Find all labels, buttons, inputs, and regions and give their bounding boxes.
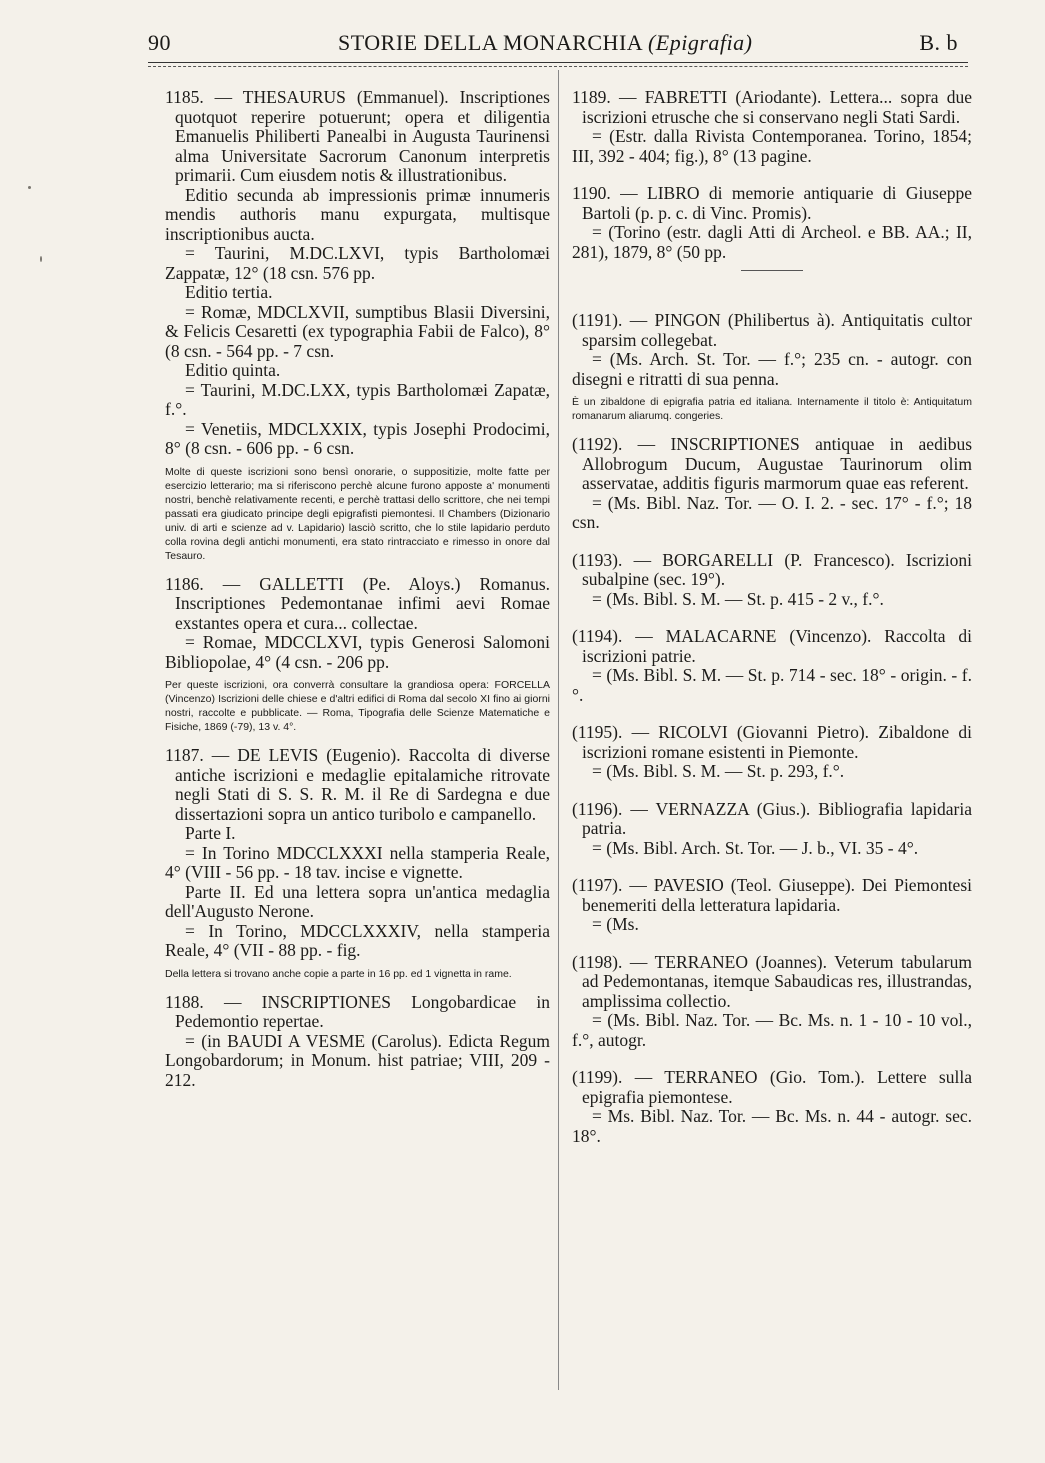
entry-title: (1194). — MALACARNE (Vincenzo). Raccolta di iscrizioni patrie.	[572, 626, 972, 666]
entry-title: 1186. — GALLETTI (Pe. Aloys.) Romanus. Inscriptiones Pedemontanae infimi aevi Romae exstantes opera et cura... collectae.	[165, 573, 550, 633]
entry-imprint: = In Torino, MDCCLXXXIV, nella stamperia Reale, 4° (VII - 88 pp. - fig.	[165, 920, 550, 960]
entry-1197	[572, 876, 972, 935]
entry-title: 1189. — FABRETTI (Ariodante). Lettera... sopra due iscrizioni etrusche che si conservano negli Stati Sardi.	[572, 87, 972, 127]
entry-title: (1191). — PINGON (Philibertus à). Antiquitatis cultor sparsim collegebat.	[572, 310, 972, 350]
entry-imprint: = (Ms. Bibl. Arch. St. Tor. — J. b., VI. 35 - 4°.	[592, 837, 919, 858]
section-rule	[741, 270, 803, 271]
signature-mark: B. b	[919, 30, 958, 55]
running-title-main: STORIE DELLA MONARCHIA	[338, 30, 642, 55]
entry-1199	[572, 1068, 972, 1146]
entry-imprint: = (Ms. Bibl. S. M. — St. p. 714 - sec. 18° - origin. - f.°.	[572, 665, 972, 705]
entry-imprint: = (Ms. Bibl. Naz. Tor. — Bc. Ms. n. 1 - 10 - 10 vol., f.°, autogr.	[572, 1010, 972, 1050]
entry-1188	[165, 993, 550, 1091]
entry-title: (1198). — TERRANEO (Joannes). Veterum tabularum ad Pedemontanas, itemque Sabaudicas res, illustrandas, amplissima collectio.	[572, 951, 972, 1011]
entry-1196	[572, 800, 972, 859]
entry-title: (1197). — PAVESIO (Teol. Giuseppe). Dei Piemontesi benemeriti della letteratura lapidaria.	[572, 875, 972, 915]
right-column	[572, 88, 972, 1150]
running-title	[338, 30, 752, 56]
entry-imprint: = Romae, MDCCLXVI, typis Generosi Salomoni Bibliopolae, 4° (4 csn. - 206 pp.	[165, 632, 550, 672]
entry-imprint: = Ms. Bibl. Naz. Tor. — Bc. Ms. n. 44 - autogr. sec. 18°.	[572, 1106, 972, 1146]
entry-imprint: = (Ms. Bibl. Naz. Tor. — O. I. 2. - sec. 17° - f.°; 18 csn.	[572, 492, 972, 532]
entry-title: (1193). — BORGARELLI (P. Francesco). Iscrizioni subalpine (sec. 19°).	[572, 549, 972, 589]
entry-note: Molte di queste iscrizioni sono bensì onorarie, o suppositizie, molte fatte per esercizio letterario; ma si riferiscono perchè alcune furono apposte a' monumenti nostri, benchè relativamente recenti, e perchè trattasi dello scrittore, che nei tempi passati era giudicato principe degli epigrafisti piemontesi. Il Chambers (Dizionario univ. di arti e scienze ad v. Lapidario) lasciò scritto, che lo stile lapidario perduto colla rovina degli antichi monumenti, era stato rintracciato e rimesso in onore dal Tesauro.	[165, 465, 550, 562]
left-column	[165, 88, 550, 1094]
entry-imprint: = In Torino MDCCLXXXI nella stamperia Reale, 4° (VIII - 56 pp. - 18 tav. incise e vignette.	[165, 842, 550, 882]
entry-title: 1188. — INSCRIPTIONES Longobardicae in Pedemontio repertae.	[165, 991, 550, 1031]
entry-1198	[572, 953, 972, 1051]
paper-blemish	[40, 256, 42, 262]
entry-title: (1196). — VERNAZZA (Gius.). Bibliografia lapidaria patria.	[572, 798, 972, 838]
entry-1185	[165, 88, 550, 459]
header-rule-dashed	[148, 66, 968, 67]
entry-1189	[572, 88, 972, 166]
entry-part: Parte II. Ed una lettera sopra un'antica medaglia dell'Augusto Nerone.	[165, 881, 550, 921]
entry-title: 1185. — THESAURUS (Emmanuel). Inscriptiones quotquot reperire potuerunt; opera et diligentia Emanuelis Philiberti Panealbi in Augusta Taurinensi alma Universitate Sacrorum Canonum interpretis primarii. Cum eiusdem notis & illustrationibus.	[165, 87, 550, 185]
entry-1194	[572, 627, 972, 705]
entry-imprint: = (Ms. Bibl. S. M. — St. p. 415 - 2 v., f.°.	[592, 588, 884, 609]
page-number: 90	[148, 30, 171, 55]
entry-edition: Editio secunda ab impressionis primæ innumeris mendis authoris manu expurgata, multisque inscriptionibus aucta.	[165, 184, 550, 244]
entry-imprint: = Taurini, M.DC.LXVI, typis Bartholomæi Zappatæ, 12° (18 csn. 576 pp.	[165, 243, 550, 283]
entry-edition: Editio tertia.	[185, 282, 273, 302]
entry-1193	[572, 551, 972, 610]
entry-imprint: = (Ms. Arch. St. Tor. — f.°; 235 cn. - autogr. con disegni e ritratti di sua penna.	[572, 349, 972, 389]
entry-imprint: = (Ms.	[592, 914, 639, 934]
entry-1186	[165, 575, 550, 673]
entry-title: (1192). — INSCRIPTIONES antiquae in aedibus Allobrogum Ducum, Augustae Taurinorum olim asservatae, additis figuris marmorum quae eas referent.	[572, 434, 972, 493]
entry-title: (1199). — TERRANEO (Gio. Tom.). Lettere sulla epigrafia piemontese.	[572, 1067, 972, 1107]
paper-blemish	[28, 186, 31, 189]
running-header	[148, 30, 978, 62]
entry-title: 1190. — LIBRO di memorie antiquarie di Giuseppe Bartoli (p. p. c. di Vinc. Promis).	[572, 183, 972, 223]
entry-imprint: = (Estr. dalla Rivista Contemporanea. Torino, 1854; III, 392 - 404; fig.), 8° (13 pagine.	[572, 126, 972, 166]
header-rule	[148, 62, 968, 63]
entry-note: Della lettera si trovano anche copie a parte in 16 pp. ed 1 vignetta in rame.	[165, 967, 512, 980]
running-title-italic: (Epigrafia)	[647, 30, 753, 55]
entry-1192	[572, 435, 972, 533]
entry-edition: Editio quinta.	[185, 360, 281, 380]
entry-imprint: = (in BAUDI A VESME (Carolus). Edicta Regum Longobardorum; in Monum. hist patriae; VIII, 209 - 212.	[165, 1030, 550, 1090]
entry-note: È un zibaldone di epigrafia patria ed italiana. Internamente il titolo è: Antiquitatum romanarum aliarumq. congeries.	[572, 396, 972, 422]
entry-title: 1187. — DE LEVIS (Eugenio). Raccolta di diverse antiche iscrizioni e medaglie epitalamiche ritrovate negli Stati di S. S. R. M. il Re di Sardegna e due dissertazioni sopra un antico turibolo e campanello.	[165, 745, 550, 824]
entry-imprint: = (Ms. Bibl. S. M. — St. p. 293, f.°.	[592, 761, 845, 781]
entry-1191	[572, 311, 972, 389]
column-divider	[558, 70, 559, 1390]
entry-part: Parte I.	[185, 823, 236, 843]
entry-imprint: = Taurini, M.DC.LXX, typis Bartholomæi Zapatæ, f.°.	[165, 379, 550, 419]
entry-1195	[572, 723, 972, 782]
entry-1187	[165, 746, 550, 961]
entry-title: (1195). — RICOLVI (Giovanni Pietro). Zibaldone di iscrizioni romane esistenti in Piemonte.	[572, 722, 972, 762]
entry-imprint: = Venetiis, MDCLXXIX, typis Josephi Prodocimi, 8° (8 csn. - 606 pp. - 6 csn.	[165, 418, 550, 458]
entry-imprint: = Romæ, MDCLXVII, sumptibus Blasii Diversini, & Felicis Cesaretti (ex typographia Fabii de Falco), 8° (8 csn. - 564 pp. - 7 csn.	[165, 301, 550, 361]
entry-note: Per queste iscrizioni, ora converrà consultare la grandiosa opera: FORCELLA (Vincenzo) Iscrizioni delle chiese e d'altri edifici di Roma dal secolo XI fino ai giorni nostri, raccolte e pubblicate. — Roma, Tipografia delle Scienze Matematiche e Fisiche, 1869 (-79), 13 v. 4°.	[165, 679, 550, 733]
entry-1190	[572, 184, 972, 262]
entry-imprint: = (Torino (estr. dagli Atti di Archeol. e BB. AA.; II, 281), 1879, 8° (50 pp.	[572, 222, 972, 262]
